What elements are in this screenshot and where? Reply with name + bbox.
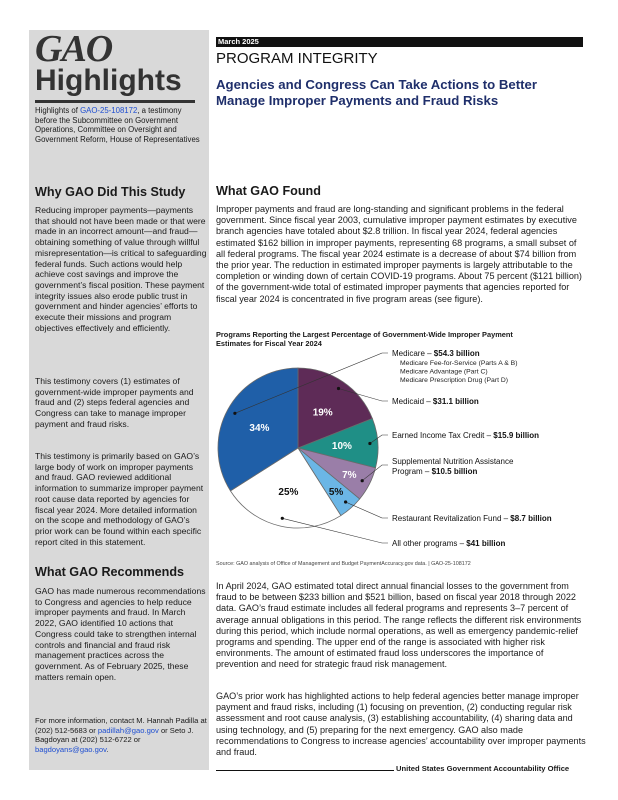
pie-percent-label: 34% — [249, 422, 270, 434]
contact-text-2: or Seto J. Bagdoyan at (202) 512-6722 or — [35, 725, 194, 744]
pie-legend-subitem: Medicare Prescription Drug (Part D) — [400, 377, 509, 384]
found-paragraph-1: Improper payments and fraud are long-standing and significant problems in the federal government. Since fiscal year 2003, cumulative improper payment estimates by executive branch agencies have totaled about $2.8 trillion. In fiscal year 2024, federal agencies estimated $162 billion in improper payments, representing 68 programs, a small subset of all federal programs. The fiscal year 2024 estimate is a decrease of about $74 billion from the prior year. The reduction in estimated improper payments is largely attributable to the completion or winding down of certain COVID-19 programs. About 75 percent ($121 billion) of the government-wide total of estimated improper payments that agencies reported for fiscal year 2024 is concentrated in five program areas (see figure). — [216, 204, 582, 304]
found-paragraph-2: In April 2024, GAO estimated total direct annual financial losses to the government from fraud to be between $233 billion and $521 billion, based on fiscal year 2018 through 2022 data. GAO’s fraud estimate includes all federal programs and represents 3–7 percent of average annual obligations in this period. The range reflects the different risk environments during this period, which include normal operations, as well as emergency pandemic-relief programs and spending. The upper end of the range is associated with higher risk environments. The amount of estimated fraud loss underscores the importance of prevention and need for strategic fraud risk management. — [216, 581, 582, 670]
pie-legend-label: All other programs – $41 billion — [392, 539, 506, 548]
pie-leader-dot — [281, 517, 284, 520]
pie-leader-dot — [233, 412, 236, 415]
intro-suffix: , a testimony before the Subcommittee on Government Operations, Committee on Oversight and Government Reform, House of Representatives — [35, 106, 200, 144]
pie-leader-dot — [361, 479, 364, 482]
pie-leader-dot — [344, 500, 347, 503]
logo-product: Highlights — [35, 66, 195, 103]
pie-percent-label: 25% — [278, 486, 299, 498]
highlights-intro — [35, 106, 205, 144]
why-paragraph-2: This testimony covers (1) estimates of government-wide improper payments and fraud and (2) steps federal agencies and Congress can take to manage improper payment and fraud risks. — [35, 376, 194, 429]
recommends-heading: What GAO Recommends — [35, 565, 185, 579]
pie-percent-label: 7% — [342, 470, 357, 482]
pie-leader-line — [282, 518, 388, 543]
footer-org: United States Government Accountability Office — [396, 764, 570, 773]
intro-prefix: Highlights of — [35, 106, 81, 115]
pie-percent-label: 5% — [328, 487, 344, 499]
email-link-padilla[interactable]: padillah@gao.gov — [97, 725, 159, 735]
pie-legend-label: Medicaid – $31.1 billion — [392, 397, 479, 406]
recommends-text: GAO has made numerous recommendations to Congress and agencies to help reduce improper payments and fraud. In March 2022, GAO identified 10 actions that Congress could take to strengthen internal controls and financial and fraud risk management practices across the government. As of February 2025, these matters remain open. — [35, 586, 206, 682]
section-label: PROGRAM INTEGRITY — [216, 50, 378, 67]
email-link-bagdoyan[interactable]: bagdoyans@gao.gov — [35, 744, 107, 754]
why-paragraph-1: Reducing improper payments—payments that should not have been made or that were made in an incorrect amount—and fraud—obtaining something of value through willful misrepresentation—is critical to safeguarding federal funds. Such actions would help achieve cost savings and improve the government’s fiscal position. These payment integrity issues also erode public trust in government and hinder agencies’ efforts to execute their missions and program objectives effectively and efficiently. — [35, 205, 207, 333]
footer-rule — [216, 770, 394, 771]
pie-legend-label: Restaurant Revitalization Fund – $8.7 billion — [392, 514, 552, 523]
pie-legend-label: Supplemental Nutrition Assistance Program – $10.5 billion — [392, 457, 514, 476]
logo-agency: GAO — [35, 28, 113, 70]
pie-chart — [216, 348, 588, 558]
date-bar: March 2025 — [216, 37, 583, 47]
pie-legend-label: Medicare – $54.3 billion — [392, 349, 480, 358]
contact-info — [35, 716, 207, 754]
why-heading: Why GAO Did This Study — [35, 185, 186, 199]
report-id-link[interactable]: GAO-25-108172 — [80, 106, 138, 115]
pie-percent-label: 19% — [312, 407, 333, 419]
figure-source: Source: GAO analysis of Office of Management and Budget PaymentAccuracy.gov data. | GAO-25-108172 — [216, 561, 471, 567]
why-paragraph-3: This testimony is primarily based on GAO’s large body of work on improper payments and fraud. GAO reviewed additional information to summarize improper payment root cause data reported by agencies for fiscal year 2024. More detailed information on the scope and methodology of GAO’s prior work can be found within each specific report cited in this statement. — [35, 451, 204, 547]
found-paragraph-3: GAO’s prior work has highlighted actions to help federal agencies better manage improper payment and fraud risks, including (1) focusing on prevention, (2) conducting regular risk assessment and root cause analysis, (3) establishing accountability, (4) sharing data and using technology, and (5) preparing for the next emergency. GAO also made recommendations to Congress to increase agencies’ accountability over improper payments and fraud. — [216, 691, 586, 758]
figure-title: Programs Reporting the Largest Percentage of Government-Wide Improper Payment Estimates for Fiscal Year 2024 — [216, 330, 513, 348]
contact-text-1: For more information, contact M. Hannah Padilla at (202) 512-5683 or — [35, 716, 207, 735]
pie-legend-label: Earned Income Tax Credit – $15.9 billion — [392, 431, 540, 440]
pie-legend-subitem: Medicare Advantage (Part C) — [400, 368, 488, 376]
page-title: Agencies and Congress Can Take Actions to Better Manage Improper Payments and Fraud Risks — [216, 77, 537, 108]
pie-percent-label: 10% — [331, 441, 352, 453]
pie-legend-subitem: Medicare Fee-for-Service (Parts A & B) — [400, 360, 518, 367]
gao-logo — [35, 28, 205, 103]
contact-text-3: . — [106, 744, 109, 754]
pie-leader-dot — [337, 387, 340, 390]
found-heading: What GAO Found — [216, 184, 321, 198]
pie-leader-dot — [368, 442, 371, 445]
